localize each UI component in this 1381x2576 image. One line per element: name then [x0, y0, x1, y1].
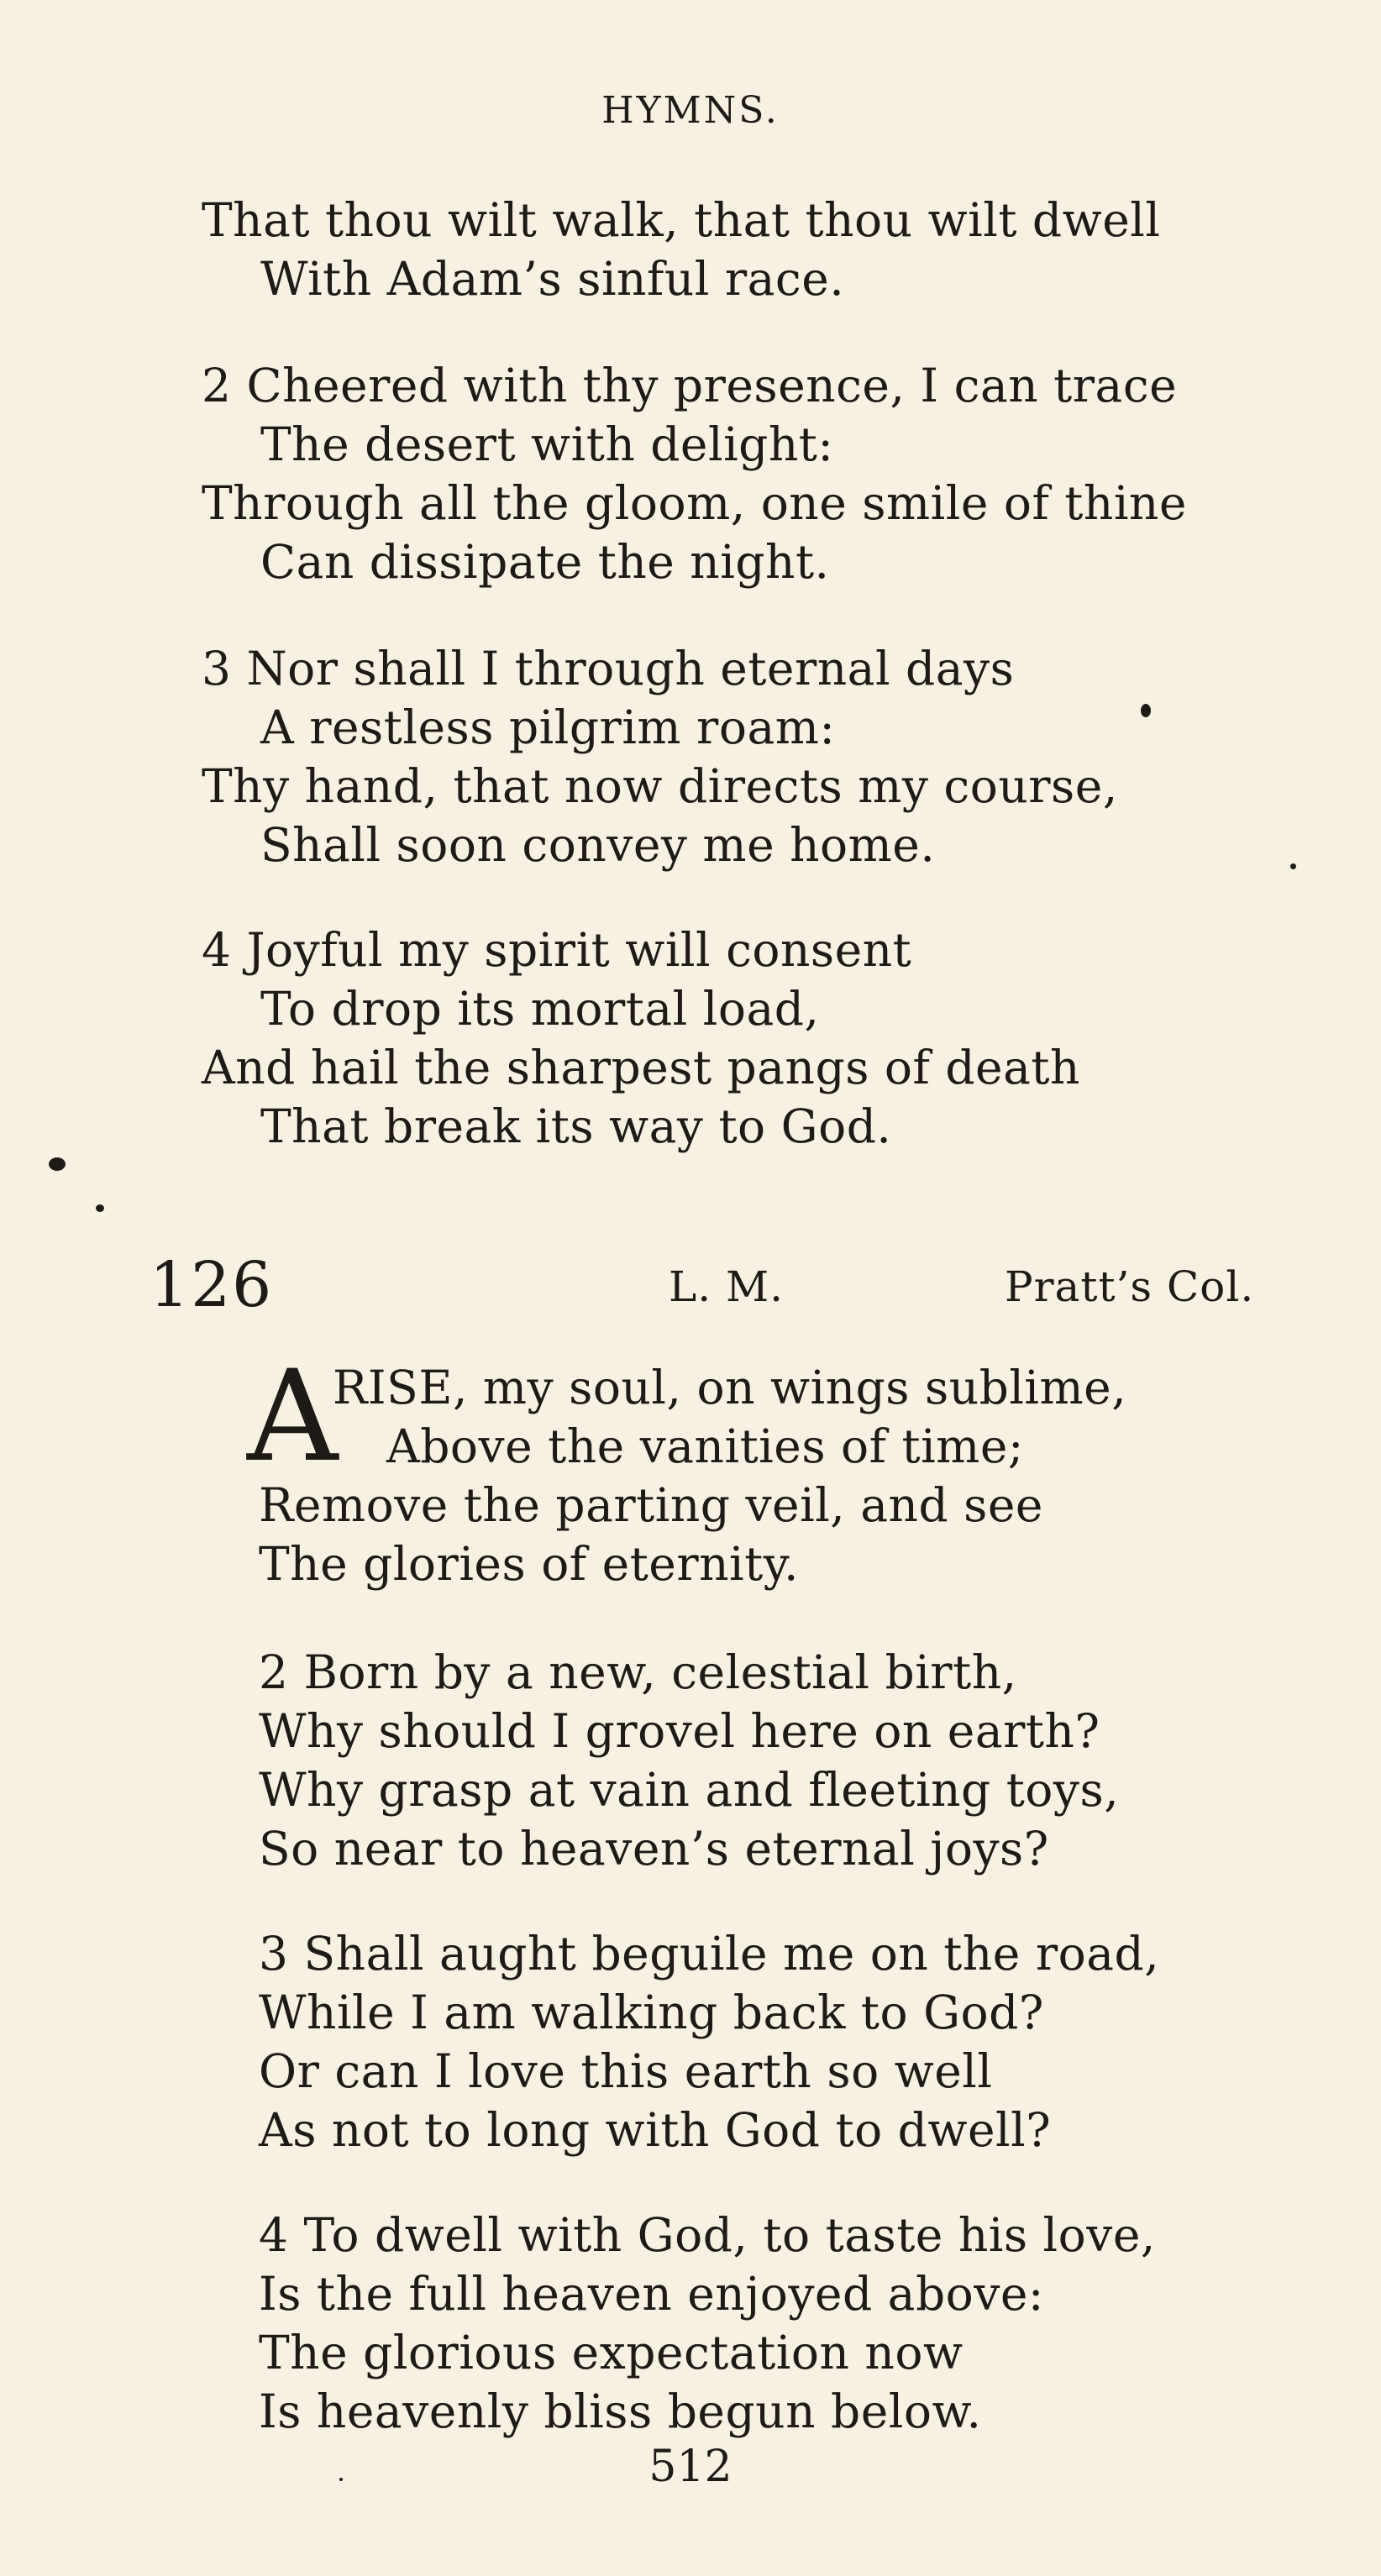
- stanza-first-line: [202, 920, 911, 980]
- stanza-first-line: [202, 638, 1014, 699]
- hymn-number: 126: [150, 1249, 274, 1321]
- verse-text: Joyful my spirit will consent: [246, 923, 912, 977]
- verse-text: To dwell with God, to taste his love,: [303, 2208, 1156, 2262]
- verse-line: Remove the parting veil, and see: [259, 1478, 1043, 1532]
- verse-line: To drop its mortal load,: [260, 982, 820, 1036]
- stanza-first-line: [202, 355, 1177, 416]
- verse-line: RISE, my soul, on wings sublime,: [333, 1361, 1127, 1414]
- page-number: 512: [648, 2442, 733, 2492]
- hymn-meter: L. M.: [669, 1262, 785, 1311]
- hymn-tune: Pratt’s Col.: [1005, 1262, 1255, 1311]
- ink-fleck: [1141, 704, 1151, 717]
- stanza-number: 4: [202, 923, 232, 977]
- verse-line: That break its way to God.: [260, 1099, 892, 1153]
- hymn-header: [0, 1251, 1381, 1319]
- ink-fleck: [339, 2478, 343, 2481]
- verse-line: The glorious expectation now: [259, 2326, 964, 2379]
- verse-line: Above the vanities of time;: [386, 1419, 1024, 1473]
- verse-line: Is heavenly bliss begun below.: [259, 2385, 982, 2438]
- verse-line: Why should I grovel here on earth?: [259, 1704, 1100, 1758]
- drop-cap: A: [247, 1344, 339, 1490]
- verse-line: That thou wilt walk, that thou wilt dwell: [202, 193, 1161, 247]
- verse-line: The desert with delight:: [260, 417, 834, 471]
- stanza-number: 3: [259, 1927, 289, 1981]
- verse-line: Shall soon convey me home.: [260, 818, 936, 872]
- verse-line: Thy hand, that now directs my course,: [202, 759, 1118, 813]
- verse-line: Is the full heaven enjoyed above:: [259, 2267, 1044, 2321]
- verse-text: Born by a new, celestial birth,: [303, 1645, 1017, 1699]
- verse-line: A restless pilgrim roam:: [260, 700, 836, 754]
- stanza-first-line: [259, 1642, 1017, 1702]
- stanza-number: 2: [202, 359, 232, 412]
- stanza-number: 2: [259, 1645, 289, 1699]
- ink-fleck: [49, 1157, 66, 1171]
- verse-line: Why grasp at vain and fleeting toys,: [259, 1763, 1120, 1817]
- verse-text: Nor shall I through eternal days: [246, 642, 1015, 695]
- stanza-number: 3: [202, 642, 232, 695]
- verse-line: Through all the gloom, one smile of thine: [202, 476, 1187, 530]
- verse-line: As not to long with God to dwell?: [259, 2103, 1052, 2157]
- verse-line: And hail the sharpest pangs of death: [202, 1041, 1080, 1094]
- running-title: HYMNS.: [601, 89, 780, 132]
- verse-line: With Adam’s sinful race.: [260, 252, 845, 306]
- stanza-first-line: [259, 1923, 1159, 1984]
- stanza-number: 4: [259, 2208, 289, 2262]
- verse-line: Can dissipate the night.: [260, 535, 830, 589]
- ink-fleck: [96, 1204, 104, 1212]
- verse-line: The glories of eternity.: [259, 1537, 799, 1591]
- verse-line: Or can I love this earth so well: [259, 2044, 993, 2098]
- stanza-first-line: [259, 2205, 1156, 2265]
- ink-fleck: [1290, 863, 1296, 869]
- verse-text: Cheered with thy presence, I can trace: [246, 359, 1178, 412]
- verse-text: Shall aught beguile me on the road,: [303, 1927, 1160, 1981]
- verse-line: While I am walking back to God?: [259, 1986, 1044, 2039]
- verse-line: So near to heaven’s eternal joys?: [259, 1822, 1049, 1876]
